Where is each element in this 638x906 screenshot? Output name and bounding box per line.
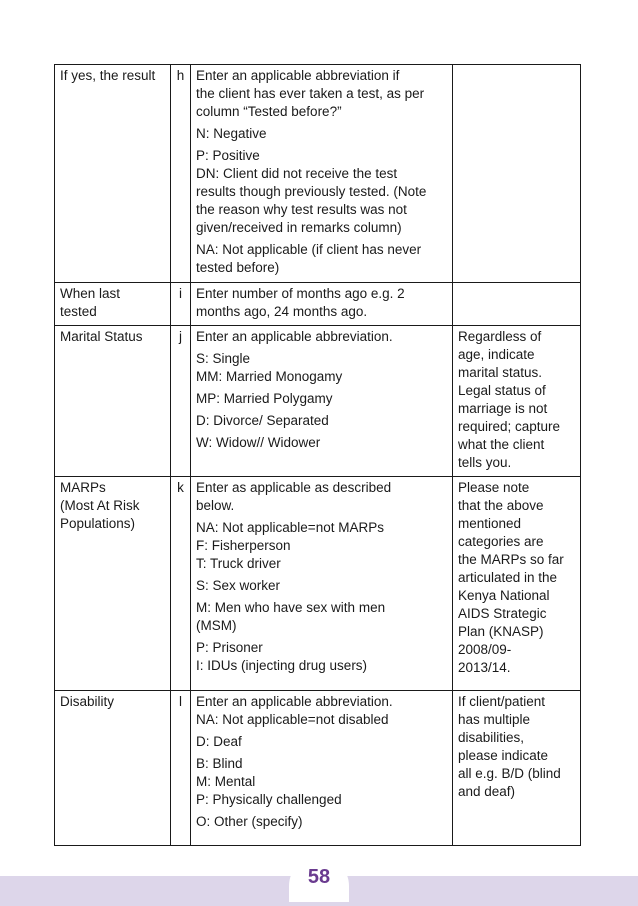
description-line: Enter number of months ago e.g. 2: [196, 286, 405, 301]
letter-cell: j: [171, 326, 191, 477]
table-row: [55, 283, 581, 326]
description-line: MM: Married Monogamy: [196, 369, 343, 384]
remarks-cell: [453, 326, 581, 477]
letter-cell: h: [171, 65, 191, 283]
remarks-line: Legal status of: [458, 383, 546, 398]
remarks-line: 2008/09-: [458, 642, 512, 657]
table-row: [55, 691, 581, 846]
description-line: Enter an applicable abbreviation.: [196, 694, 393, 709]
remarks-line: mentioned: [458, 516, 522, 531]
remarks-line: that the above: [458, 498, 544, 513]
description-cell: [191, 326, 453, 477]
remarks-line: Plan (KNASP): [458, 624, 544, 639]
field-label: Populations): [60, 516, 136, 531]
description-line: M: Mental: [196, 774, 256, 789]
description-cell: [191, 65, 453, 283]
letter-cell: l: [171, 691, 191, 846]
field-label: Disability: [60, 694, 115, 709]
table-row: [55, 477, 581, 691]
description-line: DN: Client did not receive the test: [196, 166, 398, 181]
field-label: tested: [60, 304, 97, 319]
remarks-line: categories are: [458, 534, 544, 549]
description-cell: [191, 691, 453, 846]
remarks-line: tells you.: [458, 455, 512, 470]
description-line: Enter an applicable abbreviation if: [196, 68, 400, 83]
description-line: S: Single: [196, 351, 251, 366]
remarks-cell: [453, 283, 581, 326]
description-line: months ago, 24 months ago.: [196, 304, 368, 319]
field-label: If yes, the result: [60, 68, 156, 83]
remarks-line: marital status.: [458, 365, 543, 380]
description-line: P: Physically challenged: [196, 792, 342, 807]
remarks-cell: [453, 691, 581, 846]
remarks-cell: [453, 65, 581, 283]
remarks-line: Kenya National: [458, 588, 550, 603]
field-cell: [55, 477, 171, 691]
description-line: B: Blind: [196, 756, 243, 771]
remarks-line: Please note: [458, 480, 530, 495]
remarks-line: Regardless of: [458, 329, 542, 344]
description-cell: [191, 283, 453, 326]
description-line: (MSM): [196, 618, 237, 633]
description-line: F: Fisherperson: [196, 538, 291, 553]
codebook-table: [54, 64, 581, 846]
page-number: 58: [307, 866, 331, 888]
remarks-line: AIDS Strategic: [458, 606, 547, 621]
description-line: NA: Not applicable=not disabled: [196, 712, 389, 727]
description-line: Enter an applicable abbreviation.: [196, 329, 393, 344]
remarks-line: the MARPs so far: [458, 552, 564, 567]
table-row: [55, 326, 581, 477]
remarks-line: please indicate: [458, 748, 549, 763]
field-cell: [55, 691, 171, 846]
remarks-line: all e.g. B/D (blind: [458, 766, 561, 781]
description-line: P: Positive: [196, 148, 260, 163]
description-line: O: Other (specify): [196, 814, 303, 829]
description-line: S: Sex worker: [196, 578, 281, 593]
description-line: NA: Not applicable (if client has never: [196, 242, 422, 257]
codebook-table-wrapper: [54, 64, 580, 846]
remarks-cell: [453, 477, 581, 691]
table-row: [55, 65, 581, 283]
remarks-line: required; capture: [458, 419, 561, 434]
description-line: D: Deaf: [196, 734, 242, 749]
letter-cell: k: [171, 477, 191, 691]
field-label: Marital Status: [60, 329, 143, 344]
remarks-line: If client/patient: [458, 694, 546, 709]
remarks-line: 2013/14.: [458, 660, 511, 675]
description-line: I: IDUs (injecting drug users): [196, 658, 368, 673]
remarks-line: marriage is not: [458, 401, 548, 416]
letter-cell: i: [171, 283, 191, 326]
description-line: T: Truck driver: [196, 556, 281, 571]
description-line: P: Prisoner: [196, 640, 263, 655]
remarks-line: and deaf): [458, 784, 516, 799]
page-number-badge: [289, 856, 349, 902]
description-line: W: Widow// Widower: [196, 435, 321, 450]
description-line: the reason why test results was not: [196, 202, 407, 217]
remarks-line: articulated in the: [458, 570, 558, 585]
description-line: column “Tested before?”: [196, 104, 342, 119]
description-line: Enter as applicable as described: [196, 480, 392, 495]
description-line: tested before): [196, 260, 280, 275]
field-label: (Most At Risk: [60, 498, 140, 513]
description-line: D: Divorce/ Separated: [196, 413, 329, 428]
field-cell: [55, 65, 171, 283]
description-cell: [191, 477, 453, 691]
field-cell: [55, 326, 171, 477]
remarks-line: age, indicate: [458, 347, 535, 362]
remarks-line: what the client: [458, 437, 545, 452]
description-line: below.: [196, 498, 235, 513]
description-line: NA: Not applicable=not MARPs: [196, 520, 384, 535]
description-line: given/received in remarks column): [196, 220, 402, 235]
description-line: results though previously tested. (Note: [196, 184, 427, 199]
description-line: N: Negative: [196, 126, 267, 141]
description-line: the client has ever taken a test, as per: [196, 86, 425, 101]
description-line: M: Men who have sex with men: [196, 600, 386, 615]
remarks-line: disabilities,: [458, 730, 525, 745]
field-label: MARPs: [60, 480, 106, 495]
field-cell: [55, 283, 171, 326]
description-line: MP: Married Polygamy: [196, 391, 333, 406]
field-label: When last: [60, 286, 121, 301]
remarks-line: has multiple: [458, 712, 531, 727]
